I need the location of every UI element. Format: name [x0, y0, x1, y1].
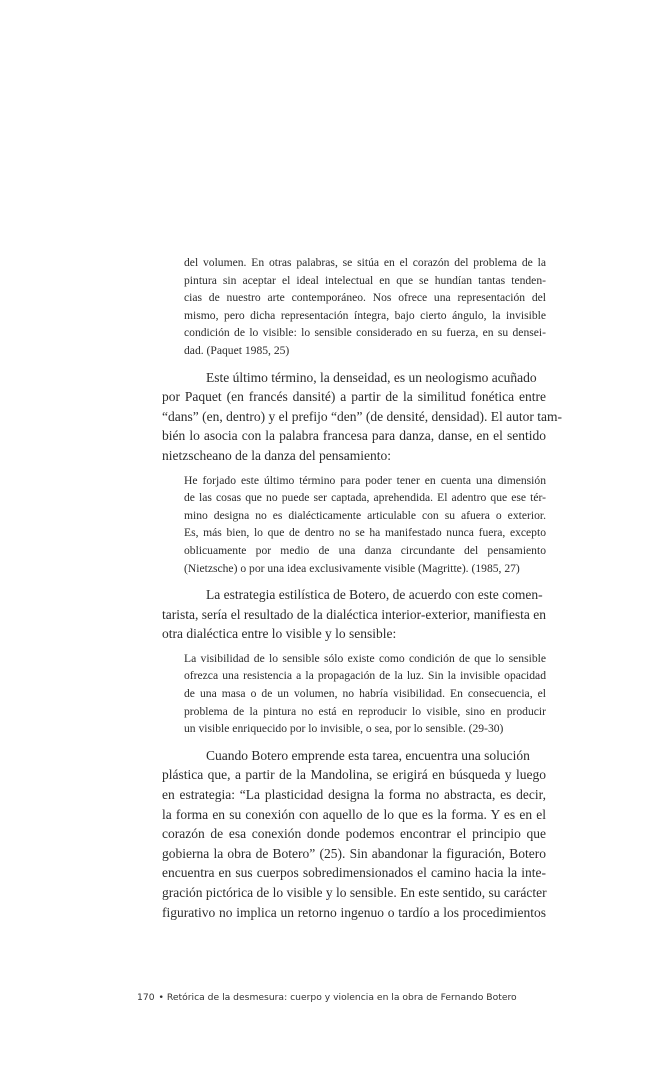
- quote-line: mino designa no es dialécticamente articulable con su afuera o exterior.: [184, 508, 546, 522]
- paragraph-line: figurativo no implica un retorno ingenuo o tardío a los procedimientos: [162, 904, 546, 920]
- paragraph-line: gración pictórica de lo visible y lo sensible. En este sentido, su carácter: [162, 885, 547, 900]
- quote-line: de las cosas que no puede ser captada, aprehendida. El adentro que ese tér-: [184, 491, 546, 505]
- paragraph-line: por Paquet (en francés dansité) a partir de la similitud fonética entre: [162, 389, 546, 405]
- paragraph-line: Este último término, la denseidad, es un neologismo acuñado: [206, 369, 537, 385]
- quote-line: un visible enriquecido por lo invisible, o sea, por lo sensible. (29-30): [184, 722, 504, 736]
- quote-line: Es, más bien, lo que de dentro no se ha manifestado nunca fuera, excepto: [184, 526, 546, 540]
- paragraph-line: encuentra en sus cuerpos sobredimensionados el camino hacia la inte-: [162, 865, 546, 881]
- quote-line: problema de la pintura no está en reproducir lo visible, sino en producir: [184, 704, 546, 718]
- paragraph-line: bién lo asocia con la palabra francesa para danza, danse, en el sentido: [162, 428, 546, 444]
- quote-line: mismo, pero dicha representación íntegra, bajo cierto ángulo, la invisible: [184, 308, 546, 322]
- running-title: Retórica de la desmesura: cuerpo y violencia en la obra de Fernando Botero: [166, 992, 517, 1003]
- quote-line: La visibilidad de lo sensible sólo existe como condición de que lo sensible: [184, 651, 546, 665]
- paragraph-line: en estrategia: “La plasticidad designa la forma no abstracta, es decir,: [162, 787, 546, 803]
- page-footer: [137, 992, 517, 1003]
- quote-line: ofrezca una resistencia a la propagación de la luz. Sin la invisible opacidad: [184, 669, 546, 683]
- page-number: 170: [137, 992, 155, 1003]
- paragraph-line: La estrategia estilística de Botero, de acuerdo con este comen-: [206, 587, 543, 603]
- main-text-block: [162, 254, 562, 928]
- paragraph-line: gobierna la obra de Botero” (25). Sin abandonar la figuración, Botero: [162, 845, 546, 861]
- quote-line: oblicuamente por medio de una danza circundante del pensamiento: [184, 543, 546, 557]
- quote-line: He forjado este último término para poder tener en cuenta una dimensión: [184, 473, 546, 487]
- paragraph-line: Cuando Botero emprende esta tarea, encuentra una solución: [206, 747, 530, 763]
- paragraph-line: “dans” (en, dentro) y el prefijo “den” (de densité, densidad). El autor tam-: [162, 408, 562, 424]
- paragraph-3: [162, 746, 546, 922]
- paragraph-line: nietzscheano de la danza del pensamiento:: [162, 447, 392, 463]
- quote-line: de una masa o de un volumen, no habría visibilidad. En consecuencia, el: [184, 687, 546, 701]
- paragraph-line: corazón de esa conexión donde podemos encontrar el principio que: [162, 826, 546, 842]
- paragraph-line: la forma en su conexión con aquello de lo que es la forma. Y es en el: [162, 806, 546, 822]
- quote-line: (Nietzsche) o por una idea exclusivamente visible (Magritte). (1985, 27): [184, 561, 520, 575]
- paragraph-line: otra dialéctica entre lo visible y lo sensible:: [162, 626, 397, 642]
- quote-line: pintura sin aceptar el ideal intelectual en que se hundían tantas tenden-: [184, 273, 546, 287]
- quote-line: condición de lo visible: lo sensible considerado en su fuerza, en su densei-: [184, 326, 546, 340]
- quote-line: del volumen. En otras palabras, se sitúa en el corazón del problema de la: [184, 256, 546, 269]
- paragraph-2: [162, 585, 546, 644]
- quote-line: dad. (Paquet 1985, 25): [184, 343, 290, 357]
- paragraph-1: [162, 368, 562, 466]
- block-quote-1: [184, 254, 546, 360]
- block-quote-2: [184, 472, 546, 578]
- quote-line: cias de nuestro arte contemporáneo. Nos ofrece una representación del: [184, 291, 546, 305]
- paragraph-line: plástica que, a partir de la Mandolina, se erigirá en búsqueda y luego: [162, 767, 546, 783]
- bullet-separator: •: [158, 992, 164, 1003]
- paragraph-line: tarista, sería el resultado de la dialéctica interior-exterior, manifiesta en: [162, 606, 546, 622]
- block-quote-3: [184, 650, 546, 738]
